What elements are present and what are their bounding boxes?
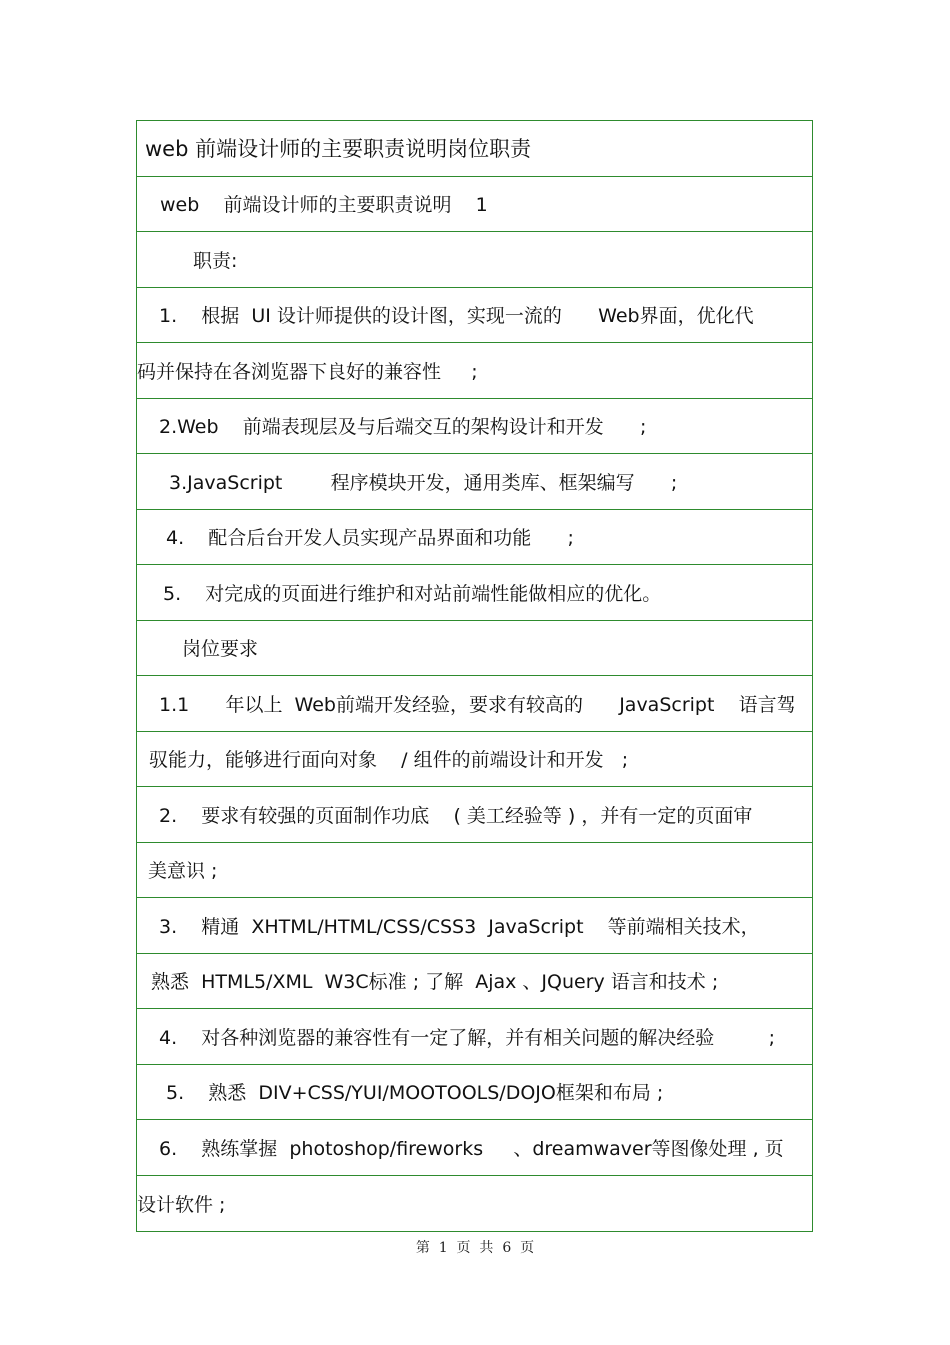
table-row: 5. 熟悉 DIV+CSS/YUI/MOOTOOLS/DOJO框架和布局 ; [137,1065,812,1121]
table-row: 2.Web 前端表现层及与后端交互的架构设计和开发 ; [137,399,812,455]
table-row: 5. 对完成的页面进行维护和对站前端性能做相应的优化。 [137,565,812,621]
table-row: 岗位要求 [137,621,812,677]
table-row: 4. 对各种浏览器的兼容性有一定了解，并有相关问题的解决经验 ; [137,1009,812,1065]
table-row: 4. 配合后台开发人员实现产品界面和功能 ; [137,510,812,566]
table-row: 1.1 年以上 Web前端开发经验，要求有较高的 JavaScript 语言驾 [137,676,812,732]
table-row: 1. 根据 UI 设计师提供的设计图，实现一流的 Web界面，优化代 [137,288,812,344]
table-row: 设计软件 ; [137,1193,226,1216]
table-row: 6. 熟练掌握 photoshop/fireworks 、dreamwaver等图像处理 , 页 [137,1120,812,1176]
table-row: 美意识 ; [137,843,812,899]
table-row: 3.JavaScript 程序模块开发，通用类库、框架编写 ; [137,454,812,510]
document-title: web 前端设计师的主要职责说明岗位职责 [137,121,812,177]
table-row: 3. 精通 XHTML/HTML/CSS/CSS3 JavaScript 等前端相关技术， [137,898,812,954]
table-row: web 前端设计师的主要职责说明 1 [137,177,812,233]
document-table [136,120,813,1232]
table-row: 职责: [137,232,812,288]
table-row: 2. 要求有较强的页面制作功底 ( 美工经验等 ) ，并有一定的页面审 [137,787,812,843]
table-row: 码并保持在各浏览器下良好的兼容性 ; [137,343,812,399]
table-row: 驭能力，能够进行面向对象 / 组件的前端设计和开发 ; [137,732,812,788]
table-row: 熟悉 HTML5/XML W3C标准 ; 了解 Ajax 、JQuery 语言和技术 ; [137,954,812,1010]
page-number: 第 1 页 共 6 页 [415,1240,535,1256]
